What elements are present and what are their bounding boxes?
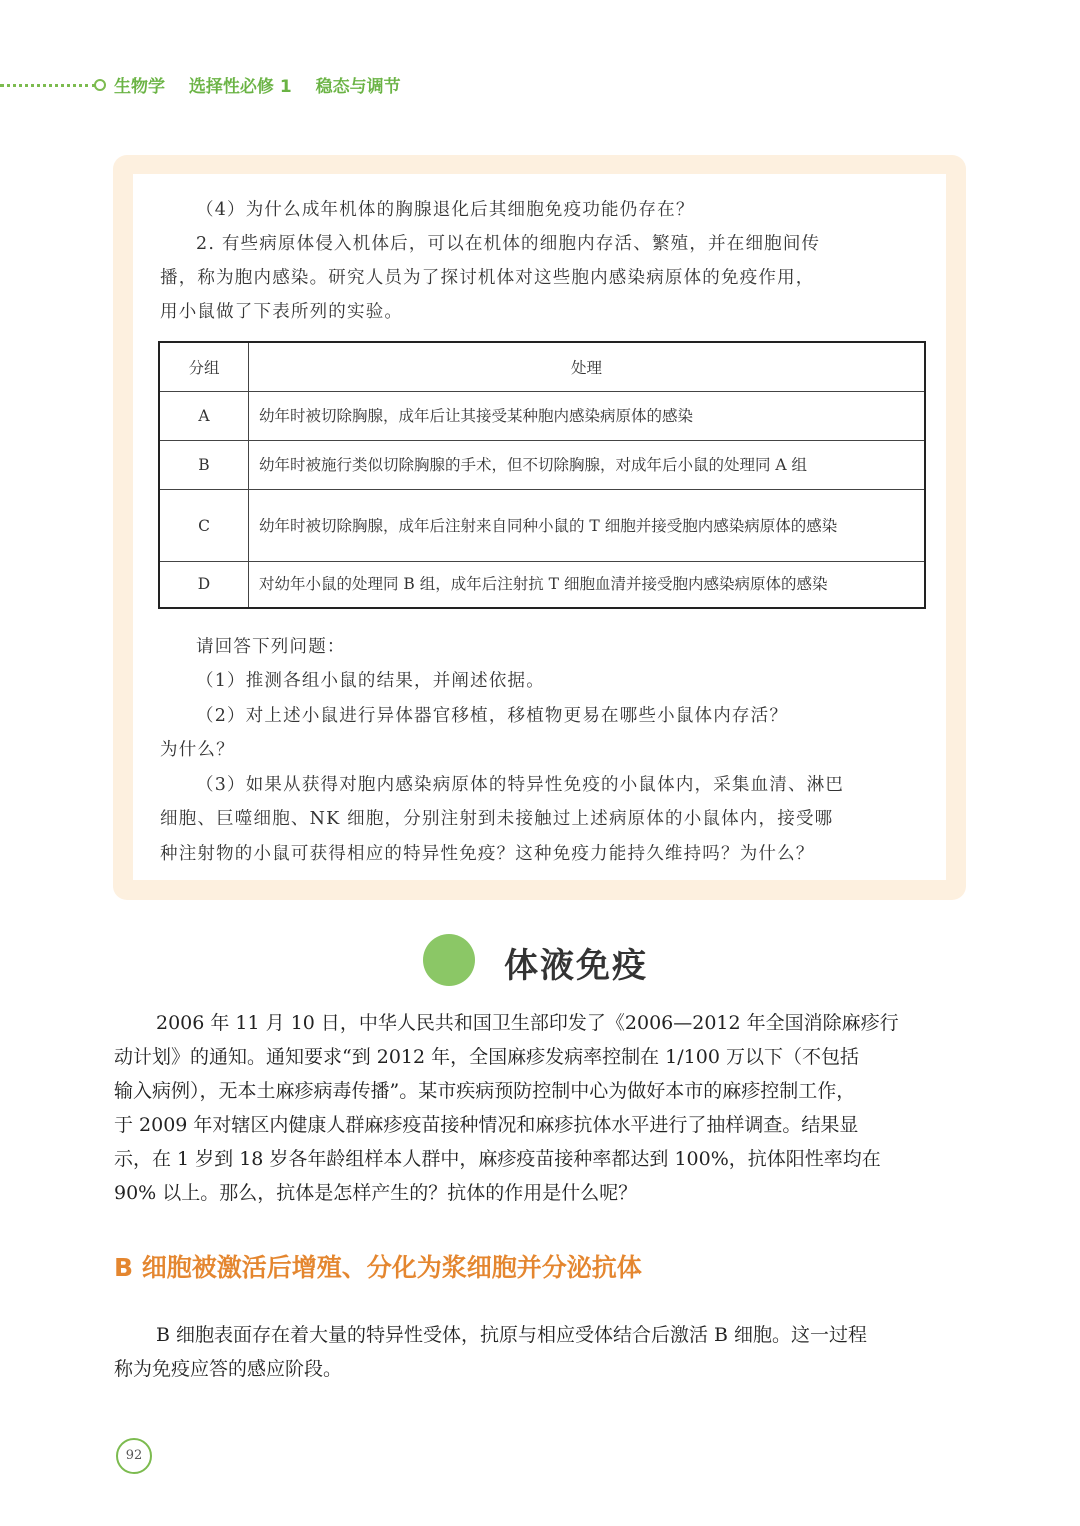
table-row bbox=[159, 490, 925, 562]
exercise-line: 2. 有些病原体侵入机体后，可以在机体的细胞内存活、繁殖，并在细胞间传 bbox=[196, 234, 821, 254]
question-3-cont: 细胞、巨噬细胞、NK 细胞，分别注射到未接触过上述病原体的小鼠体内，接受哪 bbox=[160, 809, 834, 829]
table-cell-treatment: 对幼年小鼠的处理同 B 组，成年后注射抗 T 细胞血清并接受胞内感染病原体的感染 bbox=[249, 562, 926, 608]
intro-line: 动计划》的通知。通知要求“到 2012 年，全国麻疹发病率控制在 1/100 万以下（不包括 bbox=[114, 1046, 859, 1068]
question-1: （1）推测各组小鼠的结果，并阐述依据。 bbox=[196, 671, 545, 691]
table-row bbox=[159, 562, 925, 608]
header-unit: 稳态与调节 bbox=[315, 77, 401, 97]
header-dotted-line bbox=[0, 84, 96, 87]
intro-line: 输入病例），无本土麻疹病毒传播”。某市疾病预防控制中心为做好本市的麻疹控制工作， bbox=[114, 1080, 856, 1102]
body-line: 称为免疫应答的感应阶段。 bbox=[114, 1358, 343, 1380]
experiment-table bbox=[158, 341, 926, 609]
header-subject: 生物学 bbox=[114, 77, 165, 97]
table-header-treatment: 处理 bbox=[249, 342, 926, 392]
running-header bbox=[114, 72, 419, 97]
exercise-question-4: （4）为什么成年机体的胸腺退化后其细胞免疫功能仍存在？ bbox=[196, 200, 695, 220]
questions-prompt: 请回答下列问题： bbox=[196, 637, 346, 657]
table-cell-group: B bbox=[159, 441, 249, 490]
question-2-cont: 为什么？ bbox=[160, 740, 235, 760]
table-cell-treatment: 幼年时被施行类似切除胸腺的手术，但不切除胸腺，对成年后小鼠的处理同 A 组 bbox=[249, 441, 926, 490]
table-cell-treatment: 幼年时被切除胸腺，成年后让其接受某种胞内感染病原体的感染 bbox=[249, 392, 926, 441]
question-3: （3）如果从获得对胞内感染病原体的特异性免疫的小鼠体内，采集血清、淋巴 bbox=[196, 775, 845, 795]
table-cell-group: D bbox=[159, 562, 249, 608]
table-cell-treatment: 幼年时被切除胸腺，成年后注射来自同种小鼠的 T 细胞并接受胞内感染病原体的感染 bbox=[249, 490, 926, 562]
table-cell-group: C bbox=[159, 490, 249, 562]
question-3-cont: 种注射物的小鼠可获得相应的特异性免疫？这种免疫力能持久维持吗？为什么？ bbox=[160, 844, 815, 864]
table-header-group: 分组 bbox=[159, 342, 249, 392]
section-circle-icon bbox=[423, 934, 475, 986]
table-cell-group: A bbox=[159, 392, 249, 441]
intro-line: 示，在 1 岁到 18 岁各年龄组样本人群中，麻疹疫苗接种率都达到 100%，抗体阳性率均在 bbox=[114, 1148, 881, 1170]
table-header-row bbox=[159, 342, 925, 392]
table-row bbox=[159, 441, 925, 490]
exercise-line: 用小鼠做了下表所列的实验。 bbox=[160, 302, 404, 322]
body-line: B 细胞表面存在着大量的特异性受体，抗原与相应受体结合后激活 B 细胞。这一过程 bbox=[156, 1324, 868, 1346]
exercise-line: 播，称为胞内感染。研究人员为了探讨机体对这些胞内感染病原体的免疫作用， bbox=[160, 268, 815, 288]
intro-line: 于 2009 年对辖区内健康人群麻疹疫苗接种情况和麻疹抗体水平进行了抽样调查。结果显 bbox=[114, 1114, 859, 1136]
question-2: （2）对上述小鼠进行异体器官移植，移植物更易在哪些小鼠体内存活？ bbox=[196, 706, 789, 726]
section-title: 体液免疫 bbox=[504, 946, 648, 986]
subsection-heading: B 细胞被激活后增殖、分化为浆细胞并分泌抗体 bbox=[114, 1253, 642, 1282]
header-circle-icon bbox=[94, 79, 106, 91]
intro-line: 90% 以上。那么，抗体是怎样产生的？抗体的作用是什么呢？ bbox=[114, 1182, 638, 1204]
page-number: 92 bbox=[116, 1438, 152, 1474]
table-row bbox=[159, 392, 925, 441]
intro-line: 2006 年 11 月 10 日，中华人民共和国卫生部印发了《2006—2012 年全国消除麻疹行 bbox=[156, 1012, 899, 1034]
header-book: 选择性必修 1 bbox=[188, 77, 292, 97]
